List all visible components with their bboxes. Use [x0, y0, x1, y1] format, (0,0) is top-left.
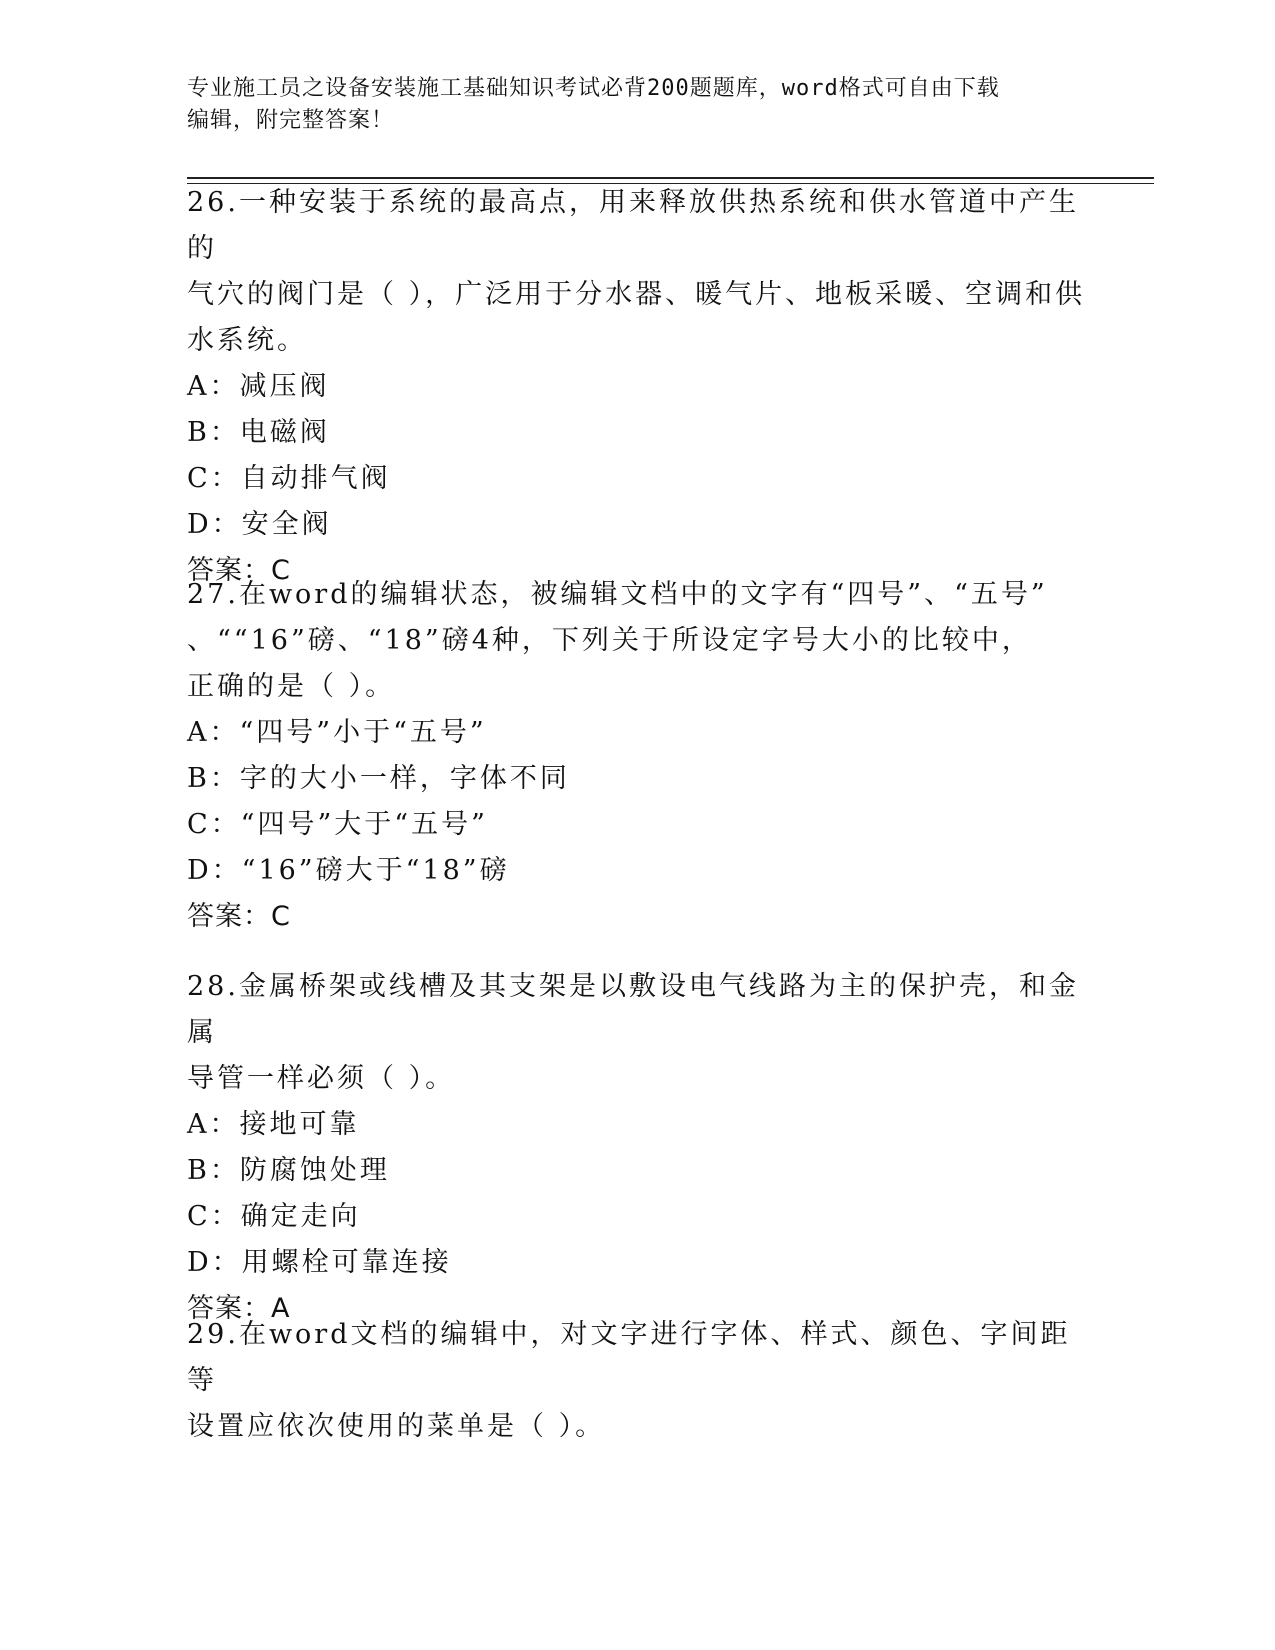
question-26	[187, 180, 1087, 594]
option-d: D：“16”磅大于“18”磅	[187, 855, 510, 886]
answer-line: 答案：A	[187, 1293, 291, 1324]
question-stem-line: 导管一样必须（ ）。	[187, 1063, 456, 1094]
option-d: D：用螺栓可靠连接	[187, 1247, 452, 1278]
question-stem-line: 正确的是（ ）。	[187, 671, 396, 702]
option-c: C：自动排气阀	[187, 463, 391, 494]
question-stem-line: 28.金属桥架或线槽及其支架是以敷设电气线路为主的保护壳，和金属	[187, 971, 1079, 1048]
answer-line: 答案：C	[187, 901, 291, 932]
option-c: C：确定走向	[187, 1201, 361, 1232]
question-stem-line: 设置应依次使用的菜单是（ ）。	[187, 1411, 606, 1442]
question-29	[187, 1312, 1087, 1450]
header-line-1: 专业施工员之设备安装施工基础知识考试必背200题题库，word格式可自由下载	[187, 76, 1000, 101]
option-d: D：安全阀	[187, 509, 332, 540]
question-stem-line: 气穴的阀门是（ ），广泛用于分水器、暖气片、地板采暖、空调和供	[187, 279, 1086, 310]
question-stem-line: 27.在word的编辑状态，被编辑文档中的文字有“四号”、“五号”	[187, 579, 1048, 610]
header-divider-thick	[187, 177, 1154, 179]
option-b: B：电磁阀	[187, 417, 330, 448]
option-a: A：减压阀	[187, 371, 330, 402]
header-line-2: 编辑，附完整答案！	[187, 108, 395, 133]
answer-line: 答案：C	[187, 555, 291, 586]
question-28	[187, 964, 1087, 1332]
question-stem-line: 水系统。	[187, 325, 307, 356]
option-a: A：接地可靠	[187, 1109, 360, 1140]
option-a: A：“四号”小于“五号”	[187, 717, 487, 748]
option-b: B：防腐蚀处理	[187, 1155, 390, 1186]
question-27	[187, 572, 1087, 940]
document-header	[187, 73, 1087, 137]
option-c: C：“四号”大于“五号”	[187, 809, 488, 840]
question-stem-line: 、““16”磅、“18”磅4种，下列关于所设定字号大小的比较中，	[187, 625, 1032, 656]
question-stem-line: 29.在word文档的编辑中，对文字进行字体、样式、颜色、字间距等	[187, 1319, 1071, 1396]
option-b: B：字的大小一样，字体不同	[187, 763, 570, 794]
question-stem-line: 26.一种安装于系统的最高点，用来释放供热系统和供水管道中产生的	[187, 187, 1079, 264]
